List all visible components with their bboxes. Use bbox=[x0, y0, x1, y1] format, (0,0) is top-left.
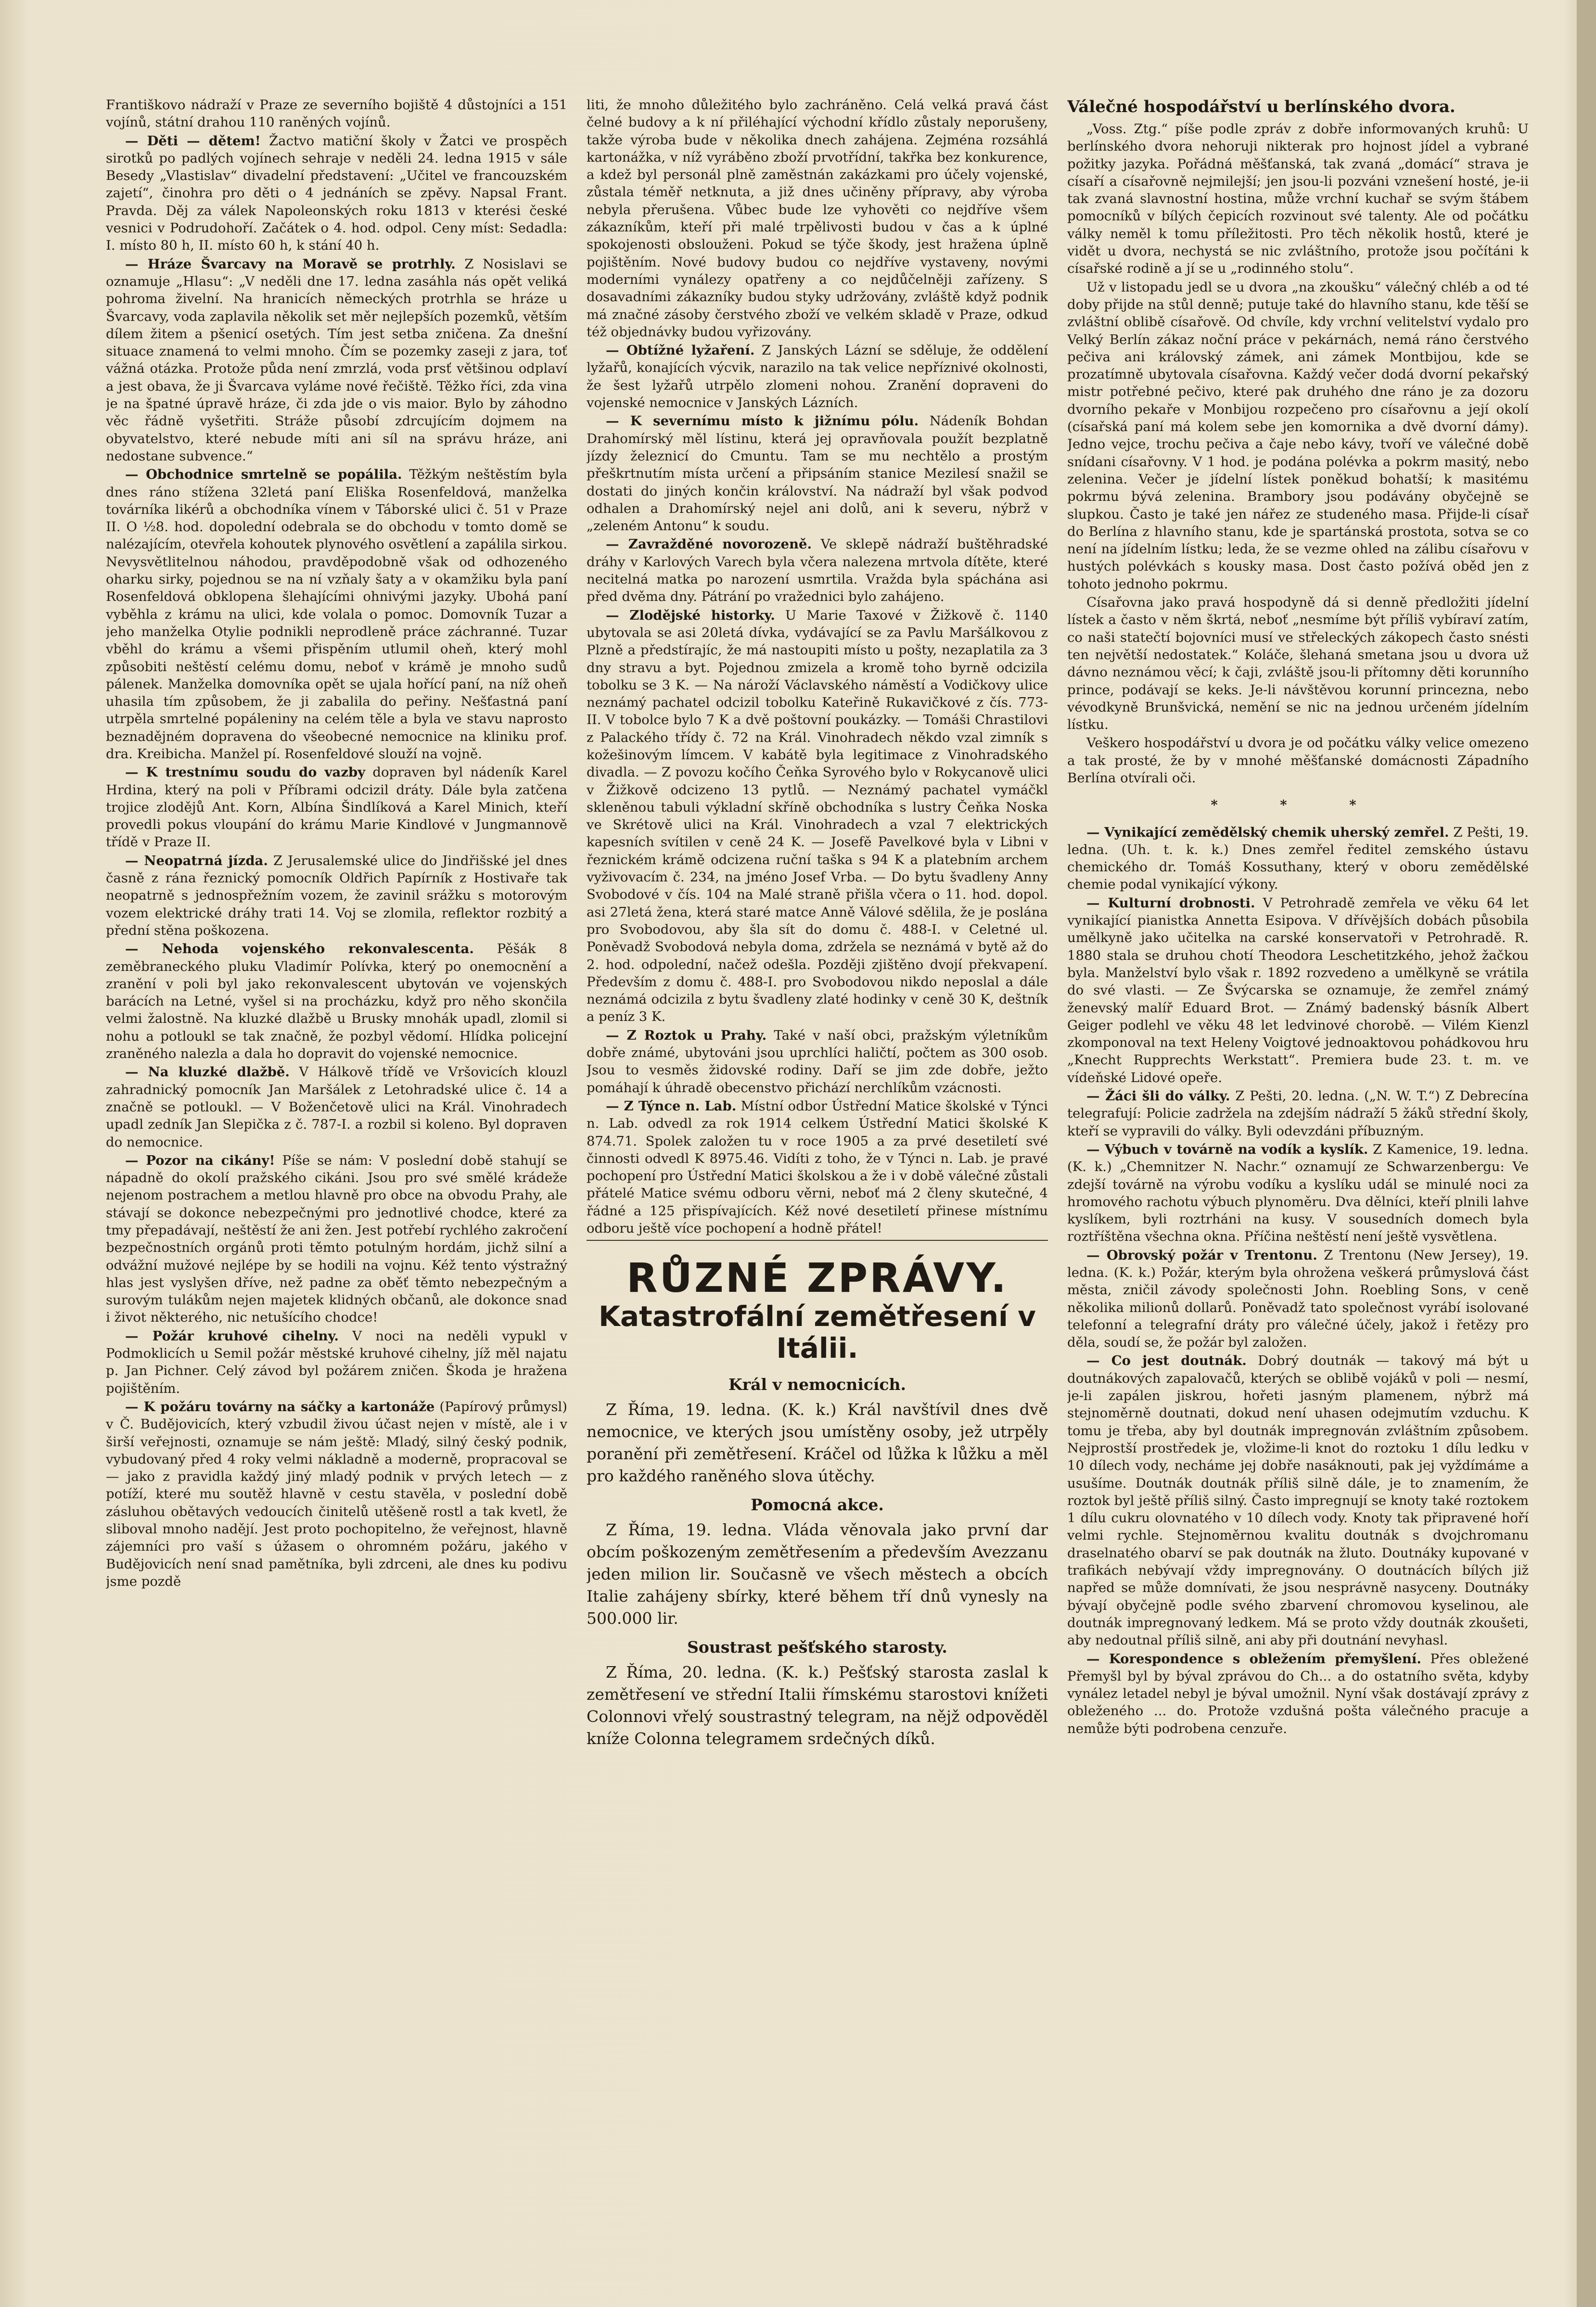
news-item bbox=[106, 255, 567, 465]
news-item bbox=[587, 412, 1048, 535]
news-item bbox=[587, 535, 1048, 605]
report-heading: Král v nemocnicích. bbox=[728, 1375, 906, 1394]
news-item-text: Z Pešti, 20. ledna. („N. W. T.“) Z Debrecína telegrafují: Policie zadržela na zdejším nádraží 5 žáků střední školy, kteří se vypravili do války. Byli odevzdáni příbuzným. bbox=[1067, 1088, 1529, 1139]
columns bbox=[106, 96, 1529, 2242]
report-text: Z Říma, 19. ledna. (K. k.) Král navštívil dnes dvě nemocnice, ve kterých jsou umístěny osoby, jež utrpěly poranění při zemětřesení. Kráčel od lůžka k lůžku a měl pro každého raněného slova útěchy. bbox=[587, 1400, 1048, 1486]
headline: Katastrofální zemětřesení v Itálii. bbox=[599, 1300, 1036, 1365]
news-item-lead: — Obrovský požár v Trentonu. bbox=[1086, 1247, 1317, 1263]
news-item bbox=[106, 1327, 567, 1397]
news-item-text: Nádeník Bohdan Drahomírský měl lístinu, která jej opravňovala použít bezplatně jízdy železnicí do Cmuntu. Tam se mu nechtělo a prostým přeškrtnutím místa určení a připsáním stanice Mezilesí snažil se dostati do jiných končin království. Na nádraží byl však podvod odhalen a Drahomírský nejel ani dolů, ani k severu, nýbrž v „zeleném Antonu“ k soudu. bbox=[587, 413, 1048, 534]
news-item-lead: — K severnímu místo k jižnímu pólu. bbox=[606, 413, 919, 429]
news-item bbox=[587, 96, 1048, 341]
news-item-lead: — Obtížné lyžaření. bbox=[606, 343, 755, 358]
report-text: Z Říma, 20. ledna. (K. k.) Pešťský starosta zaslal k zemětřesení ve střední Italii římskému starostovi knížeti Colonnovi vřelý soustrastný telegram, na nějž odpověděl kníže Colonna telegramem srdečných díků. bbox=[587, 1663, 1048, 1748]
news-item-lead: — Kulturní drobnosti. bbox=[1086, 895, 1255, 911]
news-item-lead: — Neopatrná jízda. bbox=[125, 853, 268, 868]
news-item-text: V Petrohradě zemřela ve věku 64 let vynikající pianistka Annetta Esipova. V dřívějších dobách působila umělkyně jako učitelka na carské konservatoři v Petrohradě. R. 1880 stala se druhou chotí Theodora Leschetitzkého, jehož žačkou byla. Manželství bylo však r. 1892 rozvedeno a umělkyně se vrátila do své vlasti. — Ze Švýcarska se oznamuje, že zemřel známý ženevský malíř Eduard Brot. — Známý badenský básník Albert Geiger podlehl ve věku 48 let ledvinové chorobě. — Vilém Kienzl zkomponoval na text Heleny Voigtové jednoaktovou pohádkovou hru „Knecht Rupprechts Werkstatt“. Premiera bude 23. t. m. ve vídeňské Lidové opeře. bbox=[1067, 895, 1529, 1085]
news-item-lead: — Zavražděné novorozeně. bbox=[606, 536, 812, 552]
news-item bbox=[587, 1027, 1048, 1096]
news-item bbox=[106, 852, 567, 939]
news-item-text: Těžkým neštěstím byla dnes ráno stížena 32letá paní Eliška Rosenfeldová, manželka továrníka likérů a obchodníka vínem v Táborské ulici č. 51 v Praze II. O ½8. hod. dopolední odebrala se do obchodu v tomto domě se nalézajícím, otevřela kohoutek plynového osvětlení a zapálila sirkou. Nevysvětlitelnou náhodou, pravděpodobně však od odhozeného oharku sirky, pojednou se na ní vzňaly šaty a v okamžiku byla paní Rosenfeldová obklopena šlehajícími ohnivými jazyky. Ubohá paní vyběhla z krámu na ulici, kde volala o pomoc. Domovník Tuzar a jeho manželka Otylie podnikli neprodleně práce záchranné. Tuzar vběhl do krámu a všemi přispěním utlumil oheň, který mohl způsobiti neštěstí celému domu, neboť v krámě je mnoho sudů pálenek. Manželka domovníka opět se ujala hořící paní, na níž oheň uhasila tím způsobem, že ji zabalila do peřiny. Nešťastná paní utrpěla smrtelné popáleniny na celém těle a byla ve stavu naprosto beznadějném dopravena do všeobecné nemocnice na kliniku prof. dra. Kreibicha. Manžel pí. Rosenfeldové slouží na vojně. bbox=[106, 467, 567, 762]
report-heading: Soustrast pešťského starosty. bbox=[687, 1638, 947, 1657]
news-item bbox=[1067, 894, 1529, 1086]
column-3-news bbox=[1067, 824, 1529, 1737]
news-item bbox=[1067, 1087, 1529, 1140]
news-item-text: Přes obležené Přemyšl byl by býval zprávou do Ch... a do ostatního světa, kdyby vynález letadel nebyl je býval umožnil. Nyní však dostávají zprávy z obleženého ... do. Protože vzdušná pošta válečného pracuje a nemůže býti podrobena cenzuře. bbox=[1067, 1651, 1529, 1736]
news-item bbox=[106, 96, 567, 131]
news-item-text: U Marie Taxové v Žižkově č. 1140 ubytovala se asi 20letá dívka, vydávající se za Pavlu Maršálkovou z Plzně a předstírajíc, že má nastoupiti místo u pošty, nezaplatila za 3 dny stravu a byt. Pojednou zmizela a kromě toho byrně odcizila tobolku se 3 K. — Na nároží Václavského náměstí a Vodičkovy ulice neznámý pachatel odcizil tobolku Kateřině Rukavičkové z čís. 773-II. V tobolce bylo 7 K a dvě poštovní poukázky. — Tomáši Chrastilovi z Palackého třídy č. 72 na Král. Vinohradech někdo vzal zimník s kožešinovým límcem. V kabátě byla legitimace z Vinohradského divadla. — Z povozu kočího Čeňka Syrového bylo v Rokycanově ulici v Žižkově odcizeno 13 pytlů. — Neznámý pachatel vymáčkl skleněnou tabuli výkladní skříně obchodníka s lustry Čeňka Noska ve Skrétově ulici na Král. Vinohradech a vzal 7 elektrických kapesních svítilen v ceně 24 K. — Josefě Pavelkové byla v Libni v řeznickém krámě odcizena ruční taška s 94 K a platebním archem vyživovacím č. 234, na jméno Josef Vrba. — Do bytu švadleny Anny Svobodové v čís. 104 na Malé straně přišla včera o 11. hod. dopol. asi 27letá žena, která staré matce Anně Válové sdělila, že je poslána pro Svobodovou, aby šla sít do domu č. 488-I. v Celetné ul. Poněvadž Svobodová nebyla doma, zdržela se neznámá v bytě až do 2. hod. odpolední, načež odešla. Později zjištěno dvojí překvapení. Především z domu č. 488-I. pro Svobodovou nikdo neposlal a dále neznámá odcizila z bytu švadleny zlaté hodinky v ceně 30 K, deštník a peníz 3 K. bbox=[587, 607, 1048, 1025]
news-item-text: Z Kamenice, 19. ledna. (K. k.) „Chemnitzer N. Nachr.“ oznamují ze Schwarzenbergu: Ve zdejší továrně na výrobu vodíku a kyslíku udál se minulé noci za hromového rachotu výbuch plynoměru. Dva dělníci, kteří plnili lahve kyslíkem, byli roztrháni na kusy. V sousedních domech byla roztříštěna všechna okna. Příčina neštěstí není ještě vysvětlena. bbox=[1067, 1141, 1529, 1245]
news-item-text: Z Jerusalemské ulice do Jindřišské jel dnes časně z rána řeznický pomocník Oldřich Papírník z Hostivaře tak neopatrně s jednospřežním vozem, že zavinil srážku s motorovým vozem elektrické dráhy trati 14. Voj se zlomila, reflektor rozbitý a přední stěna poškozena. bbox=[106, 853, 567, 938]
news-item-lead: — Děti — dětem! bbox=[125, 133, 261, 149]
column-3 bbox=[1067, 96, 1529, 2242]
article-paragraph: Veškero hospodářství u dvora je od počátku války velice omezeno a tak prosté, že by v mnohé měšťanské domácnosti Západního Berlína otvírali oči. bbox=[1067, 735, 1529, 786]
news-item bbox=[106, 940, 567, 1062]
news-item-lead: — Na kluzké dlažbě. bbox=[125, 1064, 290, 1080]
news-item-text: Píše se nám: V poslední době stahují se nápadně do okolí pražského cikáni. Jsou pro své smělé krádeže nejenom postrachem a metlou hlavně pro obce na obvodu Prahy, ale stávají se dokonce nebezpečnými pro jednotlivé chodce, které za tmy přepadávají, neštěstí že ani žen. Jest potřebí rychlého zakročení bezpečnostních orgánů proti těmto potulným hordám, jichž silní a odvážní mužové nejlépe by se hodili na vojnu. Kéž tento výstražný hlas jest vyslyšen dříve, než padne za oběť těmto nebezpečným a surovým tulákům nejen majetek klidných občanů, ale dokonce snad i život některého, nic netušícího chodce! bbox=[106, 1152, 567, 1326]
news-item-lead: — Žáci šli do války. bbox=[1086, 1088, 1230, 1104]
news-item-lead: — Vynikající zemědělský chemik uherský zemřel. bbox=[1086, 824, 1449, 840]
news-item bbox=[1067, 1352, 1529, 1649]
news-item bbox=[106, 764, 567, 851]
news-item bbox=[1067, 1247, 1529, 1351]
article-title: Válečné hospodářství u berlínského dvora. bbox=[1067, 97, 1456, 116]
news-item bbox=[106, 1398, 567, 1590]
news-item bbox=[106, 1152, 567, 1326]
news-item-lead: — K trestnímu soudu do vazby bbox=[125, 765, 366, 780]
news-item-lead: — Co jest doutnák. bbox=[1086, 1353, 1247, 1369]
news-item-text: liti, že mnoho důležitého bylo zachráněno. Celá velká pravá část čelné budovy a k ní přiléhající východní křídlo zůstaly neporušeny, takže výroba bude v několika dnech zahájena. Zejména rozsáhlá kartonážka, v níž vyráběno zboží prvotřídní, takřka bez konkurence, a kdež byl personál plně zaměstnán zakázkami pro účely vojenské, zůstala téměř netknuta, a již dnes učiněny přípravy, aby výroba nebyla přerušena. Vůbec bude lze vyhověti co nejdříve všem zákazníkům, kteří při malé trpělivosti budou v čas a k úplné spokojenosti obslouženi. Pokud se týče škody, jest hražena úplně pojištěním. Nové budovy budou co nejdříve vystaveny, novými moderními vynálezy opatřeny a co nejdůčelněji zařízeny. S dosavadními zákazníky budou styky udržovány, zvláště když podnik má značné zásoby čerstvého zboží ve velkém skladě v Praze, odkud též objednávky budou vyřizovány. bbox=[587, 97, 1048, 340]
news-item-text: Pěšák 8 zeměbraneckého pluku Vladimír Polívka, který po onemocnění a zranění v poli byl jako rekonvalescent ubytován ve vojenských barácích na Letné, vyšel si na procházku, když pro něho skončila velmi žalostně. Na kluzké dlažbě u Brusky mnohák upadl, zlomil si nohu a potloukl se tak značně, že pozbyl vědomí. Hlídka policejní zraněného nalezla a dala ho dopravit do vojenské nemocnice. bbox=[106, 941, 567, 1062]
news-item-lead: — K požáru továrny na sáčky a kartonáže bbox=[125, 1399, 435, 1415]
divider bbox=[587, 1240, 1048, 1241]
page-edge bbox=[1577, 0, 1596, 2307]
news-item-text: Františkovo nádraží v Praze ze severního bojiště 4 důstojníci a 151 vojínů, státní drahou 110 raněných vojínů. bbox=[106, 97, 567, 130]
news-item-lead: — Hráze Švarcavy na Moravě se protrhly. bbox=[125, 256, 456, 272]
news-item bbox=[1067, 1650, 1529, 1737]
news-item-lead: — Z Roztok u Prahy. bbox=[606, 1027, 767, 1043]
news-item-lead: — Obchodnice smrtelně se popálila. bbox=[125, 467, 402, 483]
news-item-text: dopraven byl nádeník Karel Hrdina, který na poli v Příbrami odcizil dráty. Dále byla zatčena trojice zlodějů Ant. Korn, Albína Šindlíková a Karel Minich, kteří provedli pokus vloupání do krámu Marie Kindlové v Jungmannově třídě v Praze II. bbox=[106, 765, 567, 850]
news-item bbox=[106, 132, 567, 255]
news-item-text: Z Janských Lázní se sděluje, že oddělení lyžařů, konajících výcvik, narazilo na tak velice nepříznivé okolnosti, že šest lyžařů utrpělo zlomeni nohou. Zranění dopraveni do vojenské nemocnice v Janských Lázních. bbox=[587, 343, 1048, 411]
report-text: Z Říma, 19. ledna. Vláda věnovala jako první dar obcím poškozeným zemětřesením a především Avezzanu jeden milion lir. Současně ve všech městech a obcích Italie zahájeny sbírky, které během tří dnů vynesly na 500.000 lir. bbox=[587, 1520, 1048, 1628]
article-paragraph: Už v listopadu jedl se u dvora „na zkoušku“ válečný chléb a od té doby přijde na stůl denně; putuje také do hlavního stanu, kde těší se zvláštní oblibě císařově. Od chvíle, kdy vrchní velitelství vydalo pro Velký Berlín zákaz noční práce v pekárnách, nemá ráno čerstvého pečiva ani královský zámek, ani zámek Montbijou, kde se prozatímně ubytovala císařovna. Každý večer dodá dvorní pekařský mistr potřebné pečivo, které pak druhého dne ráno je za dozoru dvorního pekaře v Monbijou rozpečeno pro císařovnu a její okolí (císařská paní má kolem sebe jen komornika a dvě dvorní dámy). Jedno vejce, trochu pečiva a čaje nebo kávy, tvoří ve válečné době snídani císařovny. V 1 hod. je podána polévka a pokrm masitý, nebo zelenina. Večer je jídelní lístek poněkud bohatší; k masitému pokrmu bývá zelenina. Brambory jsou podávány obyčejně se slupkou. Často je také jen nářez ze studeného masa. Přijde-li císař do Berlína z hlavního stanu, kde je spartánská prostota, sotva se co není na jídelním lístku; leda, že se vezme ohled na zálibu císařovu v hustých polévkách s kousky masa. Dost často požívá oběd jen z tohoto jednoho pokrmu. bbox=[1067, 279, 1529, 592]
news-item bbox=[106, 466, 567, 763]
news-item-lead: — Korespondence s obležením přemyšlení. bbox=[1086, 1651, 1421, 1667]
section-stars: * * * bbox=[1211, 797, 1385, 813]
article-paragraph: Císařovna jako pravá hospodyně dá si denně předložiti jídelní lístek a často v něm škrtá, neboť „nesmíme být příliš vybíraví zatím, co naši statečtí bojovníci musí ve střeleckých zákopech často snésti ten největší nedostatek.“ Koláče, šlehaná smetana jsou u dvora už dávno neznámou věcí; k čaji, zvláště jsou-li přítomny děti korunního prince, podávají se keks. Je-li návštěvou korunní princezna, nebo vévodkyně Brunšvická, nemění se nic na jednou určeném jídelním lístku. bbox=[1067, 595, 1529, 733]
news-item bbox=[1067, 824, 1529, 893]
column-1 bbox=[106, 96, 567, 2242]
news-item bbox=[587, 607, 1048, 1026]
news-item bbox=[587, 1097, 1048, 1237]
news-item-lead: — Z Týnce n. Lab. bbox=[606, 1098, 737, 1114]
news-item-lead: — Zlodějské historky. bbox=[606, 607, 775, 623]
news-item-text: (Papírový průmysl) v Č. Budějovicích, který vzbudil živou účast nejen v místě, ale i v širší veřejnosti, oznamuje se nám ještě: Mladý, silný český podnik, vybudovaný před 4 roky velmi nákladně a moderně, propracoval se — jako z pravidla každý jiný mladý podnik v prvých letech — z potíží, které mu soutěž hlavně v cestu stavěla, v poslední době zásluhou obětavých vedoucích činitelů utěšeně rostl a tak kvetl, že sliboval mnoho nadějí. Jest proto pochopitelno, že veřejnost, hlavně zájemníci pro vaší s úžasem o ohromném požáru, jakého v Budějovicích není snad pamětníka, byli zdrceni, ale dnes ku podivu jsme pozdě bbox=[106, 1399, 567, 1589]
earthquake-reports bbox=[587, 1374, 1048, 1750]
news-item-text: Z Trentonu (New Jersey), 19. ledna. (K. k.) Požár, kterým byla ohrožena veškerá průmyslová část města, zničil závody společnosti John. Roebling Sons, v ceně několika milionů dollarů. Poněvadž tato společnost vyrábí isolované telefonní a telegrafní dráty pro válečné účely, jakož i řetězy pro děla, soudí se, že požár byl založen. bbox=[1067, 1247, 1529, 1351]
news-item-text: V noci na neděli vypukl v Podmoklicích u Semil požár městské kruhové cihelny, jíž měl najatu p. Jan Pichner. Celý závod byl požárem zničen. Škoda je hražena pojištěním. bbox=[106, 1328, 567, 1396]
news-item bbox=[587, 342, 1048, 411]
news-item-lead: — Výbuch v továrně na vodík a kyslík. bbox=[1086, 1141, 1368, 1157]
news-item-lead: — Pozor na cikány! bbox=[125, 1152, 275, 1168]
news-item-text: Místní odbor Ústřední Matice školské v Týnci n. Lab. odvedl za rok 1914 celkem Ústřední Matici školské K 874.71. Spolek založen tu v roce 1905 a za prvé desetiletí své činnosti odvedl K 8975.46. Vidíti z toho, že v Týnci n. Lab. je pravé pochopení pro Ústřední Matici školskou a že i v době válečné zůstali přátelé Matice svému odboru věrni, neboť má 2 členy skutečné, 4 řádné a 125 přispívajících. Kéž nové desetiletí přinese místnímu odboru ještě více pochopení a hodně přátel! bbox=[587, 1098, 1048, 1236]
news-item-text: Ve sklepě nádraží buštěhradské dráhy v Karlových Varech byla včera nalezena mrtvola dítěte, které necitelná matka po narození usmrtila. Vražda byla spáchána asi před dvěma dny. Pátrání po vražednici bylo zahájeno. bbox=[587, 536, 1048, 605]
news-item-text: Také v naší obci, pražským výletníkům dobře známé, ubytováni jsou uprchlíci haličtí, počtem as 300 osob. Jsou to vesměs židovské rodiny. Daří se jim zde dobře, ježto pomáhají k úhradě obecenstvo přichází nerchlíkům vzácnosti. bbox=[587, 1027, 1048, 1096]
news-item-text: Dobrý doutnák — takový má být u doutnákových zapalovačů, kterých se oblibě vojáků v poli — nesmí, je-li zapálen jiskrou, hořeti jasným plamenem, nýbrž má stejnoměrně doutnati, dokud není uhasen odejmutím vzduchu. K tomu je třeba, aby byl doutnák impregnován zvláštním způsobem. Nejprostší prostředek je, vložime-li knot do roztoku 1 dílu ledku v 10 dílech vody, necháme jej dobře nasáknouti, pak jej vyždímáme a usušíme. Doutnák doutnák příliš silně dále, je to znamením, že roztok byl ještě příliš silný. Často impregnují se knoty také roztokem 1 dílu cukru olovnatého v 10 dílech vody. Knoty tak připravené hoří velmi rychle. Stejnoměrnou kvalitu doutnák s dvojchromanu draselnatého obarví se pak doutnák na žluto. Doutnáky kupované v trafikách nebývají vždy impregnovány. O doutnácích bílých již napřed se může domnívati, že jsou nesprávně nasyceny. Doutnáky bývají obyčejně podle svého zbarvení chromovou kyselinou, ale doutnák impregnovaný ledkem. Má se proto vždy doutnák zkoušeti, aby nedoutnal příliš silně, ani aby při doutnání nevyhasl. bbox=[1067, 1353, 1529, 1648]
section-banner bbox=[587, 1255, 1048, 1364]
news-item-text: Z Nosislavi se oznamuje „Hlasu“: „V neděli dne 17. ledna zasáhla nás opět veliká pohroma živelní. Na hranicích německých protrhla se hráze u Švarcavy, voda zaplavila několik set měr nejlepších pozemků, větším dílem žitem a pšenicí osetých. Tím jest setba zničena. Za dnešní situace znamená to velmi mnoho. Čím se pozemky zaseji z jara, toť vážná otázka. Protože půda není zmrzlá, voda prsť většinou odplaví a jest obava, že ji Švarcava vyláme nové řečiště. Těžko říci, zda vina je na špatné úpravě hráze, či zda jde o vis maior. Bylo by záhodno věc řádně vyšetřiti. Stráže působí zdrcujícím dojmem na obyvatelstvo, které nebude míti ani síl na správu hráze, ani nedostane subvence.“ bbox=[106, 256, 567, 464]
news-item-lead: — Požár kruhové cihelny. bbox=[125, 1328, 339, 1344]
section-title: RŮZNÉ ZPRÁVY. bbox=[626, 1254, 1009, 1302]
news-item bbox=[106, 1063, 567, 1150]
column-2-news bbox=[587, 96, 1048, 1237]
news-item-lead: — Nehoda vojenského rekonvalescenta. bbox=[125, 941, 474, 957]
article-paragraph: „Voss. Ztg.“ píše podle zpráv z dobře informovaných kruhů: U berlínského dvora nehoruji nikterak pro hojnost jídel a vybrané požitky jazyka. Pořádná měšťanská, tak zvaná „domácí“ strava je císaří a císařovně nejmilejší; jen jsou-li pozváni vznešení hosté, je-ii tak zvaná slavnostní hostina, může vrchní kuchař se svým štábem pomocníků v bílých čepicích rozvinout své talenty. Ale od počátku války neměl k tomu příležitosti. Pro těch několik hostů, které je vidět u dvora, nechystá se nic zvláštního, protože jsou počítáni k císařské rodině a jí se u „rodinného stolu“. bbox=[1067, 121, 1529, 277]
report-heading: Pomocná akce. bbox=[751, 1495, 884, 1515]
article-body bbox=[1067, 120, 1529, 787]
news-item bbox=[1067, 1141, 1529, 1246]
news-item-text: Žactvo matiční školy v Žatci ve prospěch sirotků po padlých vojínech sehraje v neděli 24. ledna 1915 v sále Besedy „Vlastislav“ divadelní představení: „Učitel ve francouzském zajetí“, činohra pro děti o 4 jednáních se zpěvy. Napsal Frant. Pravda. Děj za válek Napoleonských roku 1813 v kterési české vesnici v Podrudohoří. Začátek o 4. hod. odpol. Ceny míst: Sedadla: I. místo 80 h, II. místo 60 h, k stání 40 h. bbox=[106, 133, 567, 254]
column-2 bbox=[587, 96, 1048, 2242]
news-item-text: V Hálkově třídě ve Vršovicích klouzl zahradnický pomocník Jan Maršálek z Letohradské ulice č. 14 a značně se potloukl. — V Boženčetově ulici na Král. Vinohradech upadl zedník Jan Slepička z č. 787-I. a rozbil si koleno. Byl dopraven do nemocnice. bbox=[106, 1064, 567, 1150]
news-item-text: Z Pešti, 19. ledna. (Uh. t. k. k.) Dnes zemřel ředitel zemského ústavu chemického dr. Tomáš Kossuthany, který v oboru zemědělské chemie podal vynikající výkony. bbox=[1067, 824, 1529, 892]
